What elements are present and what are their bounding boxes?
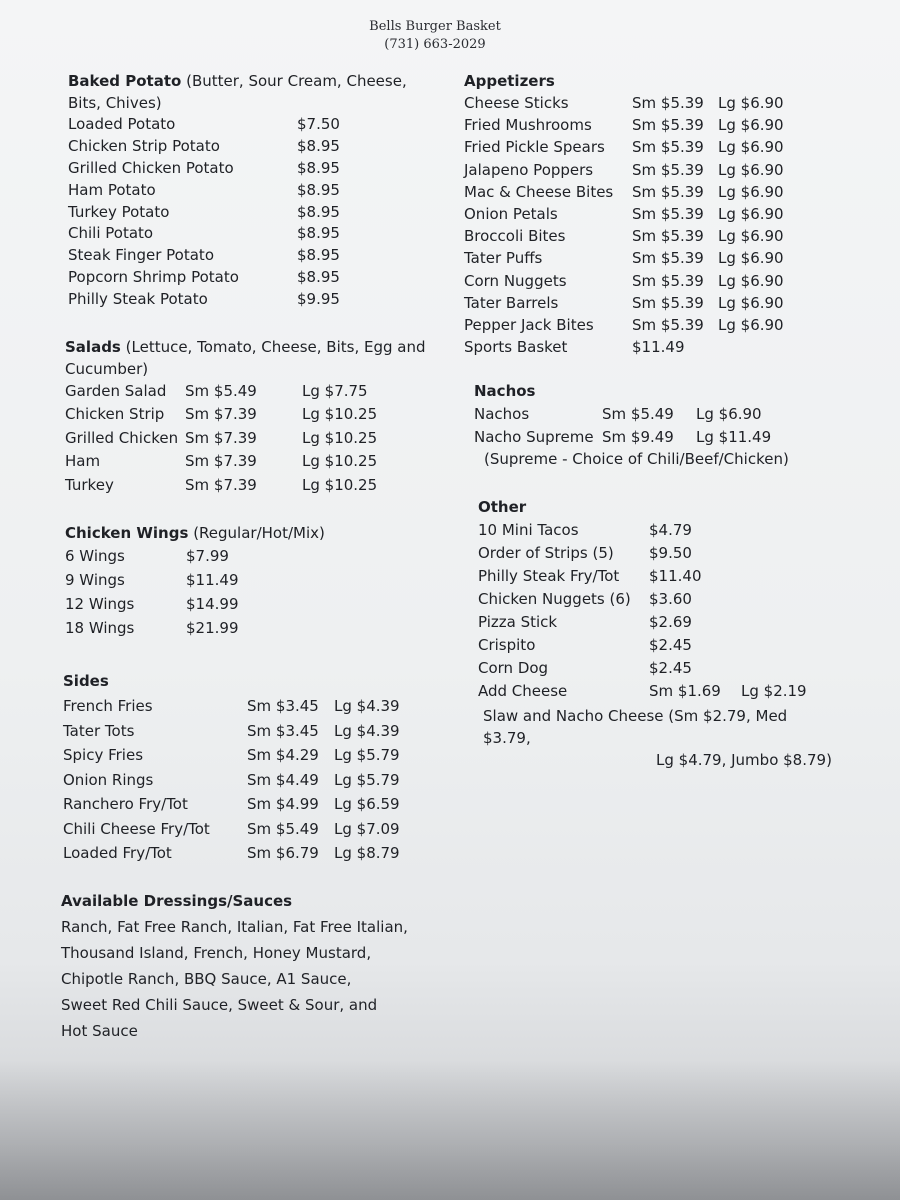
large-price: Lg $6.90 [718, 116, 784, 135]
menu-item [65, 568, 435, 592]
item-name: Loaded Fry/Tot [63, 844, 172, 862]
salads-heading [65, 336, 435, 358]
small-price: Sm $7.39 [185, 405, 257, 424]
baked-potato-section [68, 70, 438, 311]
item-price: $4.79 [649, 521, 692, 539]
other-list [478, 519, 838, 703]
dressing-line: Ranch, Fat Free Ranch, Italian, Fat Free Italian, [61, 918, 408, 936]
item-name: Chicken Strip Potato [68, 136, 220, 155]
item-name: Tater Tots [63, 721, 135, 740]
large-price: Lg $6.90 [696, 405, 762, 423]
menu-item [68, 289, 438, 311]
item-name: 6 Wings [65, 547, 125, 565]
menu-item [464, 270, 804, 292]
wings-heading [65, 522, 435, 544]
nachos-list [474, 403, 804, 448]
section-title: Chicken Wings [65, 524, 189, 542]
menu-item [63, 792, 433, 817]
item-price: $8.95 [297, 224, 340, 243]
small-price: Sm $5.39 [632, 293, 704, 312]
section-note: (Butter, Sour Cream, Cheese, [186, 72, 407, 90]
item-name: Steak Finger Potato [68, 246, 214, 265]
small-price: Sm $5.49 [185, 382, 257, 400]
item-name: Crispito [478, 636, 536, 654]
item-name: Cheese Sticks [464, 94, 569, 112]
item-price: $8.95 [297, 268, 340, 287]
menu-item [464, 225, 804, 247]
item-name: 18 Wings [65, 619, 135, 637]
item-name: Pizza Stick [478, 613, 558, 631]
item-price: $14.99 [186, 595, 239, 613]
menu-item [65, 450, 435, 473]
small-price: Sm $4.49 [247, 770, 319, 789]
menu-item [68, 158, 438, 180]
section-title: Salads [65, 338, 121, 356]
item-name: Chili Potato [68, 224, 154, 243]
large-price: Lg $5.79 [334, 770, 400, 789]
menu-item [474, 426, 804, 449]
small-price: Sm $7.39 [185, 452, 257, 471]
item-name: Chicken Strip [65, 405, 165, 424]
item-price: Sm $1.69 [649, 682, 721, 700]
menu-item [68, 223, 438, 245]
small-price: Sm $4.29 [247, 746, 319, 764]
item-price: $8.95 [297, 158, 340, 177]
large-price: Lg $6.90 [718, 204, 784, 223]
section-title: Nachos [474, 382, 536, 400]
section-title: Appetizers [464, 72, 555, 90]
small-price: $11.49 [632, 338, 685, 357]
menu-item [478, 634, 838, 657]
menu-item [63, 817, 433, 842]
small-price: Sm $5.49 [602, 405, 674, 423]
section-title: Baked Potato [68, 72, 182, 90]
large-price: Lg $7.09 [334, 819, 400, 838]
small-price: Sm $5.39 [632, 116, 704, 135]
slaw-line: Slaw and Nacho Cheese (Sm $2.79, Med $3.79, [483, 707, 788, 747]
item-name: Fried Pickle Spears [464, 138, 605, 157]
large-price: Lg $6.90 [718, 138, 784, 157]
dressing-line: Thousand Island, French, Honey Mustard, [61, 944, 372, 962]
item-name: Onion Rings [63, 770, 154, 789]
item-price: $8.95 [297, 136, 340, 155]
large-price: Lg $6.90 [718, 293, 784, 312]
item-price: $7.99 [186, 547, 229, 565]
large-price: Lg $10.25 [302, 452, 378, 471]
menu-item [68, 180, 438, 202]
item-name: Loaded Potato [68, 115, 176, 133]
page-shadow [0, 1060, 900, 1200]
item-name: Chili Cheese Fry/Tot [63, 819, 210, 838]
menu-item [478, 565, 838, 588]
menu-item [478, 519, 838, 542]
section-note: (Lettuce, Tomato, Cheese, Bits, Egg and [125, 338, 426, 356]
menu-item [65, 474, 435, 497]
item-price: $9.95 [297, 290, 340, 309]
menu-header [0, 18, 870, 54]
item-price: $2.45 [649, 636, 692, 654]
section-note: (Regular/Hot/Mix) [193, 524, 325, 542]
salads-section [65, 336, 435, 497]
item-name: Corn Nuggets [464, 271, 567, 290]
menu-item [478, 588, 838, 611]
item-price: $8.95 [297, 246, 340, 265]
large-price: Lg $6.90 [718, 160, 784, 179]
item-name: Turkey Potato [68, 202, 170, 221]
item-name: Grilled Chicken Potato [68, 158, 234, 177]
salads-list [65, 380, 435, 497]
menu-item [464, 314, 804, 336]
sides-section [63, 670, 433, 866]
section-note-continued: Cucumber) [65, 360, 149, 378]
menu-item [65, 403, 435, 426]
appetizers-section [464, 70, 804, 358]
item-price: $21.99 [186, 619, 239, 637]
item-name: Turkey [65, 475, 114, 494]
menu-item [65, 544, 435, 568]
restaurant-phone: (731) 663-2029 [384, 37, 486, 52]
item-name: French Fries [63, 697, 153, 715]
large-price: Lg $6.90 [718, 182, 784, 201]
small-price: Sm $5.39 [632, 160, 704, 179]
item-name: Order of Strips (5) [478, 544, 614, 562]
section-note: (Supreme - Choice of Chili/Beef/Chicken) [484, 450, 789, 468]
item-name: Jalapeno Poppers [464, 160, 594, 179]
small-price: Sm $5.39 [632, 182, 704, 201]
dressings-list [61, 914, 441, 1044]
small-price: Sm $4.99 [247, 795, 319, 813]
item-price: $3.60 [649, 590, 692, 608]
large-price: Lg $10.25 [302, 428, 378, 447]
item-name: Garden Salad [65, 382, 167, 400]
menu-item [68, 267, 438, 289]
small-price: Sm $5.39 [632, 204, 704, 223]
dressing-line: Hot Sauce [61, 1022, 138, 1040]
menu-item [63, 719, 433, 744]
other-section [478, 496, 838, 771]
baked-potato-heading [68, 70, 438, 92]
item-name: 9 Wings [65, 571, 125, 589]
dressings-section [61, 888, 441, 1044]
menu-item [464, 203, 804, 225]
section-title: Other [478, 498, 527, 516]
menu-item [464, 159, 804, 181]
menu-item [68, 202, 438, 224]
item-price: $11.40 [649, 567, 702, 585]
dressing-line: Sweet Red Chili Sauce, Sweet & Sour, and [61, 996, 378, 1014]
menu-item [65, 427, 435, 450]
slaw-line-continued: Lg $4.79, Jumbo $8.79) [656, 751, 832, 769]
small-price: Sm $3.45 [247, 721, 319, 740]
menu-item [464, 136, 804, 158]
item-name: Nacho Supreme [474, 427, 594, 446]
menu-item [65, 380, 435, 403]
large-price: Lg $6.90 [718, 315, 784, 334]
menu-item [63, 768, 433, 793]
menu-item [68, 245, 438, 267]
small-price: Sm $5.39 [632, 249, 704, 268]
large-price: Lg $6.59 [334, 795, 400, 813]
small-price: Sm $5.39 [632, 94, 704, 112]
small-price: Sm $5.49 [247, 819, 319, 838]
item-name: Philly Steak Fry/Tot [478, 567, 620, 585]
menu-item [68, 136, 438, 158]
dressing-line: Chipotle Ranch, BBQ Sauce, A1 Sauce, [61, 970, 352, 988]
item-name: Philly Steak Potato [68, 290, 208, 309]
small-price: Sm $5.39 [632, 315, 704, 334]
large-price: Lg $2.19 [741, 682, 807, 700]
wings-list [65, 544, 435, 640]
section-title: Sides [63, 672, 109, 690]
item-name: Nachos [474, 405, 530, 423]
item-price: $11.49 [186, 571, 239, 589]
menu-item [478, 611, 838, 634]
menu-item [63, 743, 433, 768]
small-price: Sm $5.39 [632, 138, 704, 157]
small-price: Sm $5.39 [632, 271, 704, 290]
item-name: Onion Petals [464, 204, 558, 223]
item-price: $2.45 [649, 659, 692, 677]
menu-item [68, 114, 438, 136]
item-name: Sports Basket [464, 338, 568, 357]
item-name: Fried Mushrooms [464, 116, 592, 135]
item-name: Ham Potato [68, 180, 156, 199]
item-name: Pepper Jack Bites [464, 315, 594, 334]
menu-item [478, 542, 838, 565]
large-price: Lg $8.79 [334, 844, 400, 862]
appetizers-list [464, 92, 804, 358]
sides-list [63, 694, 433, 866]
large-price: Lg $6.90 [718, 227, 784, 246]
item-price: $9.50 [649, 544, 692, 562]
item-name: 10 Mini Tacos [478, 521, 579, 539]
large-price: Lg $10.25 [302, 475, 378, 494]
large-price: Lg $6.90 [718, 94, 784, 112]
nachos-section [474, 380, 804, 470]
large-price: Lg $5.79 [334, 746, 400, 764]
item-price: $8.95 [297, 202, 340, 221]
item-name: Chicken Nuggets (6) [478, 590, 631, 608]
large-price: Lg $4.39 [334, 697, 400, 715]
item-name: Tater Puffs [464, 249, 543, 268]
menu-item [464, 181, 804, 203]
item-name: Spicy Fries [63, 746, 144, 764]
menu-item [474, 403, 804, 426]
item-name: Grilled Chicken [65, 428, 179, 447]
menu-item [464, 92, 804, 114]
section-title: Available Dressings/Sauces [61, 892, 293, 910]
item-price: $2.69 [649, 613, 692, 631]
large-price: Lg $10.25 [302, 405, 378, 424]
large-price: Lg $6.90 [718, 271, 784, 290]
large-price: Lg $6.90 [718, 249, 784, 268]
menu-item [478, 657, 838, 680]
menu-item [63, 694, 433, 719]
item-name: Corn Dog [478, 659, 549, 677]
item-name: Ranchero Fry/Tot [63, 795, 188, 813]
item-price: $8.95 [297, 180, 340, 199]
section-note-continued: Bits, Chives) [68, 94, 162, 112]
menu-item [464, 247, 804, 269]
wings-section [65, 522, 435, 640]
menu-item [478, 680, 838, 703]
item-name: 12 Wings [65, 595, 135, 613]
large-price: Lg $11.49 [696, 427, 772, 446]
item-name: Mac & Cheese Bites [464, 182, 614, 201]
small-price: Sm $6.79 [247, 844, 319, 862]
large-price: Lg $4.39 [334, 721, 400, 740]
menu-item [65, 592, 435, 616]
baked-potato-list [68, 114, 438, 311]
small-price: Sm $3.45 [247, 697, 319, 715]
item-name: Add Cheese [478, 682, 568, 700]
item-name: Popcorn Shrimp Potato [68, 268, 239, 287]
menu-item [63, 841, 433, 866]
menu-item [65, 616, 435, 640]
item-name: Ham [65, 452, 101, 471]
menu-item [464, 336, 804, 358]
item-name: Broccoli Bites [464, 227, 566, 246]
large-price: Lg $7.75 [302, 382, 368, 400]
small-price: Sm $9.49 [602, 427, 674, 446]
item-price: $7.50 [297, 115, 340, 133]
menu-item [464, 292, 804, 314]
small-price: Sm $7.39 [185, 475, 257, 494]
restaurant-name: Bells Burger Basket [369, 19, 501, 34]
menu-item [464, 114, 804, 136]
small-price: Sm $5.39 [632, 227, 704, 246]
small-price: Sm $7.39 [185, 428, 257, 447]
item-name: Tater Barrels [464, 293, 559, 312]
